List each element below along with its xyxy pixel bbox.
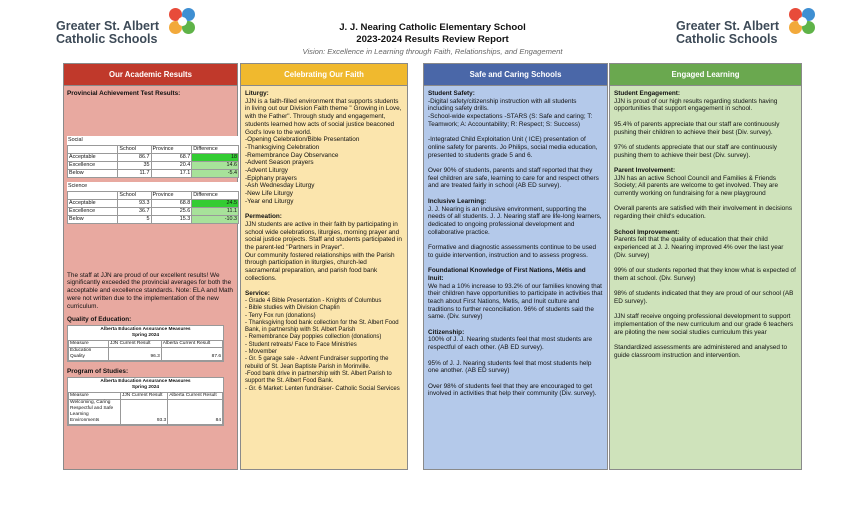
logo-text — [56, 20, 159, 46]
studies-measure-table: Alberta Education Assurance Measures Spring 2024 Measure JJN Current Result Alberta Current Result Welcoming, Caring Respectful and Safe Learning Environments 93.3 84 — [67, 377, 224, 426]
parent-title: Parent Involvement: — [614, 166, 676, 174]
improvement-paragraph: 98% of students indicated that they are proud of our school (AB ED survey). — [614, 290, 794, 305]
list-item: - Grade 4 Bible Presentation - Knights of Columbus — [245, 297, 382, 304]
permeation-text: JJN students are active in their faith by participating in school wide celebrations, liturgies, morning prayer and social justice projects. Staff and students participated in the parent-led "Partners in Prayer". — [245, 220, 402, 252]
faith-column — [240, 63, 408, 470]
table-row: Education Quality 96.3 87.6 — [70, 347, 221, 359]
engagement-title: Student Engagement: — [614, 90, 681, 97]
permeation-text-2: Our community fostered relationships with the Parish through participation in liturgies, church-led sacramental preparation, and parish food bank collections. — [245, 251, 395, 282]
list-item: -Year end Liturgy — [245, 197, 294, 205]
safety-paragraph: Over 90% of students, parents and staff reported that they feel children are safe, learning to care for and respect others and are treated fairly in school (AB ED survey). — [428, 167, 599, 190]
table-header: School — [118, 145, 151, 153]
engagement-paragraph: JJN is proud of our high results regarding students having opportunities that support engagement in school. — [614, 97, 778, 113]
vision-statement: Vision: Excellence in Learning through Faith, Relationships, and Engagement — [302, 47, 563, 56]
table-header — [68, 191, 118, 199]
list-item: -Ash Wednesday Liturgy — [245, 182, 315, 190]
column-title: Celebrating Our Faith — [241, 64, 407, 86]
parent-paragraph: Overall parents are satisfied with their involvement in decisions regarding their child's education. — [614, 205, 792, 221]
logo-line2: Catholic Schools — [676, 32, 778, 46]
service-list — [245, 298, 403, 393]
table-row: Acceptable 93.3 68.8 24.5 — [69, 199, 237, 206]
logo-right — [676, 6, 819, 46]
table-row: Excellence 35 20.4 14.6 — [69, 161, 237, 168]
column-title: Engaged Learning — [610, 64, 801, 86]
inclusive-paragraph: Formative and diagnostic assessments continue to be used to guide intervention, instruction and to assess progress. — [428, 244, 597, 259]
list-item: - Bible studies with Division Chaplin — [245, 305, 340, 312]
logo-line1: Greater St. Albert — [676, 19, 780, 33]
academic-results-column — [63, 63, 238, 470]
list-item: - Thanksgiving food bank collection for the St. Albert Food Bank, in partnership with St. Albert Parish — [245, 319, 399, 334]
list-item: -New Life Liturgy — [245, 190, 293, 198]
service-title: Service: — [245, 290, 270, 298]
logo-text — [676, 20, 779, 46]
safety-title: Student Safety: — [428, 90, 475, 97]
fnmi-title: Foundational Knowledge of First Nations, Métis and Inuit: — [428, 267, 586, 282]
table-header: Province — [151, 191, 192, 199]
citizenship-title: Citizenship: — [428, 328, 465, 336]
list-item: - Remembrance Day poppies collection (donations) — [245, 334, 382, 341]
improvement-paragraph: Standardized assessments are administered and analysed to guide classroom instruction and intervention. — [614, 344, 788, 359]
list-item: -Thanksgiving Celebration — [245, 143, 320, 151]
permeation-title: Permeation: — [245, 213, 282, 221]
list-item: - Movember — [245, 349, 278, 356]
table-row: Below 11.7 17.1 -5.4 — [69, 169, 237, 176]
table-header: Province — [151, 145, 192, 153]
citizenship-paragraph: Over 98% of students feel that they are encouraged to get involved in activities that help their community (Div. survey). — [428, 382, 597, 398]
logo-line2: Catholic Schools — [56, 32, 158, 46]
list-item: - Student retreats/ Face to Face Ministries — [245, 341, 357, 348]
table-row: Below 5 15.3 -10.3 — [69, 215, 237, 222]
list-item: -Advent Season prayers — [245, 159, 314, 167]
engaged-learning-column — [609, 63, 802, 470]
liturgy-list — [245, 136, 403, 205]
list-item: -Epiphany prayers — [245, 174, 297, 182]
citizenship-paragraph: 100% of J. J. Nearing students feel that most students are respectful of each other. (AB ED survey). — [428, 336, 593, 352]
table-header — [68, 145, 118, 153]
quality-title: Quality of Education: — [67, 316, 132, 324]
list-item: -Food bank drive in partnership with St. Albert Parish to support the St. Albert Food Bank. — [245, 370, 392, 385]
table-header: Difference — [192, 191, 239, 199]
safe-caring-column — [423, 63, 608, 470]
table-header: Difference — [192, 145, 239, 153]
table-header: School — [118, 191, 151, 199]
table-row: Excellence 36.7 25.6 11.1 — [69, 207, 237, 214]
improvement-paragraph: 99% of our students reported that they know what is expected of them at school. (Div. Survey) — [614, 267, 796, 282]
improvement-paragraph: JJN staff receive ongoing professional development to support implementation of the new curriculum and our grade 6 teachers are piloting the new social studies curriculum this year — [614, 313, 794, 336]
safety-line: -Digital safety/citizenship instruction with all students including safety drills. — [428, 97, 577, 113]
division-logo-icon — [165, 6, 199, 40]
logo-line1: Greater St. Albert — [56, 19, 160, 33]
improvement-paragraph: Parents felt that the quality of education that their child experienced at J. J. Nearing improved 4% over the last year (Div. survey) — [614, 236, 784, 259]
staff-results-paragraph: The staff at JJN are proud of our excellent results! We significantly exceeded the provincial averages for both the acceptable and excellence standards. Note: ELA and Math were not written due to the implementation of the new curriculum. — [67, 271, 233, 310]
safety-line: -School-wide expectations -STARS (S: Safe and caring; T: Teamwork; A: Accountability; R: Respect; S: Success) — [428, 113, 593, 128]
engagement-paragraph: 97% of students appreciate that our staff are continuously pushing them to achieve their best (Div. survey). — [614, 143, 777, 159]
subject-label: Social — [68, 136, 83, 143]
parent-paragraph: JJN has an active School Council and Families & Friends Society; All parents are welcome to get involved. They are currently working on fundraising for a new playground — [614, 174, 778, 198]
citizenship-paragraph: 95% of J. J. Nearing students feel that most students help one another. (AB ED survey) — [428, 359, 592, 375]
list-item: - Terry Fox run (donations) — [245, 312, 316, 319]
list-item: - Gr. 5 garage sale - Advent Fundraiser supporting the rebuild of St. Jean Baptiste Parish in Morinville. — [245, 356, 389, 370]
column-title: Our Academic Results — [64, 64, 237, 86]
improvement-title: School Improvement: — [614, 228, 680, 236]
list-item: -Opening Celebration/Bible Presentation — [245, 136, 360, 144]
engagement-paragraph: 95.4% of parents appreciate that our staff are continuously pushing their children to achieve their best (Div. survey). — [614, 120, 780, 136]
social-results-table — [67, 136, 239, 178]
report-title: 2023-2024 Results Review Report — [356, 34, 509, 45]
division-logo-icon — [785, 6, 819, 40]
studies-title: Program of Studies: — [67, 367, 129, 375]
liturgy-title: Liturgy: — [245, 90, 269, 97]
fnmi-paragraph: We had a 10% increase to 93.2% of our families knowing that their children have opportunities to participate in activities that teach about First Nations, Metis, and Inuit culture and traditions to further reconciliation. 96% of students said the same. (Div. survey) — [428, 282, 603, 321]
table-row: Acceptable 86.7 68.7 18 — [69, 153, 237, 160]
subject-label: Science — [68, 182, 88, 189]
list-item: -Advent Liturgy — [245, 167, 288, 175]
report-header — [240, 22, 625, 57]
column-title: Safe and Caring Schools — [424, 64, 607, 86]
safety-paragraph: -Integrated Child Exploitation Unit ( ICE) presentation of online safety for parents. Jo Philips, social media education, presented to students grade 5 and 6. — [428, 136, 598, 159]
pat-title: Provincial Achievement Test Results: — [67, 90, 181, 97]
list-item: -Remembrance Day Observance — [245, 151, 339, 159]
logo-left — [56, 6, 199, 46]
inclusive-paragraph: J. J. Nearing is an inclusive environment, supporting the needs of all students. J. J. Nearing staff are life-long learners, dedicated to ongoing professional development and collaborative practice. — [428, 205, 602, 236]
inclusive-title: Inclusive Learning: — [428, 197, 487, 205]
science-results-table — [67, 182, 239, 224]
table-row: Welcoming, Caring Respectful and Safe Learning Environments 93.3 84 — [70, 399, 221, 423]
liturgy-text: JJN is a faith-filled environment that supports students in living out our Division Faith theme " Growing in Love, with the Father". Through study and engagement, students learned how acts of social justice beaconed God's love to the world. — [245, 97, 402, 136]
school-name: J. J. Nearing Catholic Elementary School — [339, 22, 526, 33]
list-item: - Gr. 6 Market: Lenten fundraiser- Catholic Social Services — [245, 385, 400, 392]
quality-measure-table: Alberta Education Assurance Measures Spring 2024 Measure JJN Current Result Alberta Current Result Education Quality 96.3 87.6 — [67, 325, 224, 362]
